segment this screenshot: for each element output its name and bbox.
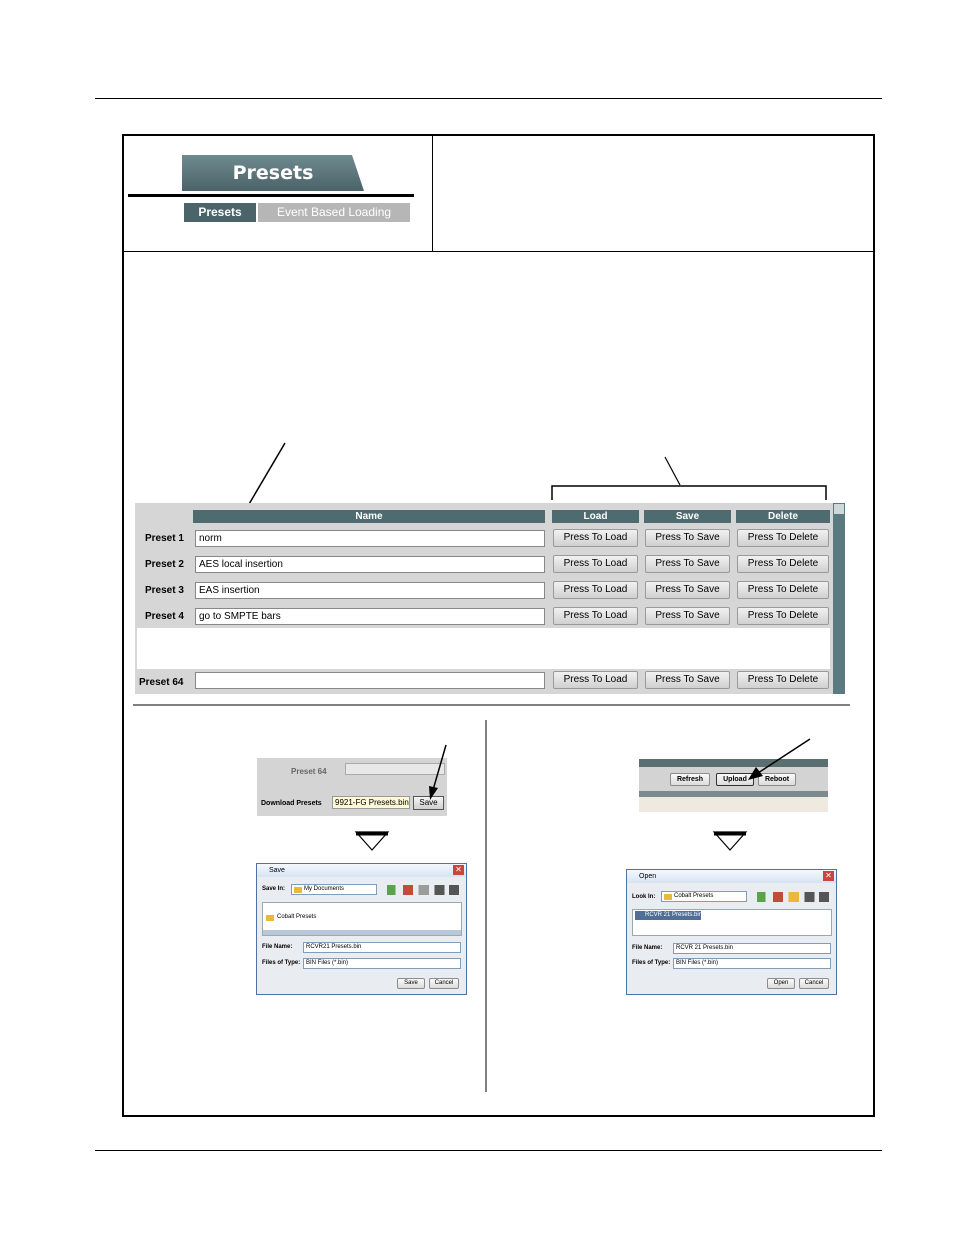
- open-file-type-label: Files of Type:: [632, 960, 671, 966]
- download-save-button[interactable]: Save: [413, 796, 444, 810]
- refresh-button[interactable]: Refresh: [670, 773, 710, 786]
- file-type-select[interactable]: BIN Files (*.bin): [303, 958, 461, 969]
- toolbar-icons[interactable]: [387, 885, 459, 895]
- column-header-name: Name: [193, 510, 545, 523]
- open-file-type-select[interactable]: BIN Files (*.bin): [673, 958, 831, 969]
- open-file-name-label: File Name:: [632, 945, 663, 951]
- preset-3-name-field[interactable]: EAS insertion: [195, 582, 545, 599]
- open-dialog-title: Open: [627, 870, 836, 883]
- toolbar-icons[interactable]: [757, 892, 829, 902]
- scroll-up-arrow-icon[interactable]: [834, 504, 844, 514]
- folder-item-cobalt-presets[interactable]: Cobalt Presets: [277, 914, 317, 920]
- preset-1-label: Preset 1: [145, 533, 184, 544]
- open-dialog: [626, 869, 837, 995]
- save-dialog: [256, 863, 467, 995]
- open-file-name-input[interactable]: RCVR 21 Presets.bin: [673, 943, 831, 954]
- preset-3-delete-button[interactable]: Press To Delete: [737, 581, 829, 599]
- preset-2-name-field[interactable]: AES local insertion: [195, 556, 545, 573]
- omitted-rows-gap: [137, 628, 830, 669]
- preset-1-load-button[interactable]: Press To Load: [553, 529, 638, 547]
- preset-2-load-button[interactable]: Press To Load: [553, 555, 638, 573]
- column-header-save: Save: [644, 510, 731, 523]
- preset-64-load-button[interactable]: Press To Load: [553, 671, 638, 689]
- preset-1-delete-button[interactable]: Press To Delete: [737, 529, 829, 547]
- tab-event-based-loading[interactable]: Event Based Loading: [258, 203, 410, 222]
- down-chevron-icon-left: [354, 830, 390, 852]
- preset-4-name-field[interactable]: go to SMPTE bars: [195, 608, 545, 625]
- tab-presets[interactable]: Presets: [184, 203, 256, 222]
- look-in-select[interactable]: Cobalt Presets: [661, 891, 747, 902]
- save-dialog-title: Save: [257, 864, 466, 877]
- preset-64-name-field[interactable]: [195, 672, 545, 689]
- upload-arrow: [740, 735, 820, 785]
- close-icon[interactable]: ✕: [453, 865, 464, 875]
- download-file-field[interactable]: 9921-FG Presets.bin: [332, 796, 410, 809]
- vertical-scrollbar[interactable]: [833, 503, 845, 694]
- column-header-delete: Delete: [736, 510, 830, 523]
- file-name-input[interactable]: RCVR21 Presets.bin: [303, 942, 461, 953]
- preset-64-save-button[interactable]: Press To Save: [645, 671, 730, 689]
- preset-2-delete-button[interactable]: Press To Delete: [737, 555, 829, 573]
- down-chevron-icon-right: [712, 830, 748, 852]
- folder-icon: [664, 894, 672, 900]
- preset-64-delete-button[interactable]: Press To Delete: [737, 671, 829, 689]
- save-dialog-cancel-button[interactable]: Cancel: [429, 978, 459, 989]
- preset-3-label: Preset 3: [145, 585, 184, 596]
- look-in-label: Look In:: [632, 894, 656, 900]
- save-dialog-save-button[interactable]: Save: [397, 978, 425, 989]
- horizontal-scrollbar[interactable]: [263, 930, 461, 935]
- preset-1-name-field[interactable]: norm: [195, 530, 545, 547]
- preset-64-label: Preset 64: [139, 677, 184, 688]
- upload-button[interactable]: Upload: [716, 773, 754, 786]
- save-in-label: Save In:: [262, 886, 286, 892]
- file-type-label: Files of Type:: [262, 960, 301, 966]
- download-preset-64-label: Preset 64: [291, 767, 327, 776]
- preset-4-save-button[interactable]: Press To Save: [645, 607, 730, 625]
- preset-3-load-button[interactable]: Press To Load: [553, 581, 638, 599]
- close-icon[interactable]: ✕: [823, 871, 834, 881]
- upload-toolbar-bottom-bar: [639, 791, 828, 797]
- download-presets-label: Download Presets: [261, 800, 322, 807]
- preset-3-save-button[interactable]: Press To Save: [645, 581, 730, 599]
- preset-4-load-button[interactable]: Press To Load: [553, 607, 638, 625]
- save-in-select[interactable]: My Documents: [291, 884, 377, 895]
- preset-2-save-button[interactable]: Press To Save: [645, 555, 730, 573]
- preset-4-delete-button[interactable]: Press To Delete: [737, 607, 829, 625]
- column-header-load: Load: [552, 510, 639, 523]
- file-item-rcvr21-presets[interactable]: RCVR 21 Presets.bin: [645, 912, 703, 918]
- preset-4-label: Preset 4: [145, 611, 184, 622]
- folder-icon: [266, 915, 274, 921]
- download-arrow: [420, 740, 460, 810]
- reboot-button[interactable]: Reboot: [758, 773, 796, 786]
- presets-banner: Presets: [182, 155, 364, 191]
- preset-2-label: Preset 2: [145, 559, 184, 570]
- file-name-label: File Name:: [262, 944, 293, 950]
- open-dialog-open-button[interactable]: Open: [767, 978, 795, 989]
- preset-1-save-button[interactable]: Press To Save: [645, 529, 730, 547]
- open-dialog-cancel-button[interactable]: Cancel: [799, 978, 829, 989]
- folder-icon: [294, 887, 302, 893]
